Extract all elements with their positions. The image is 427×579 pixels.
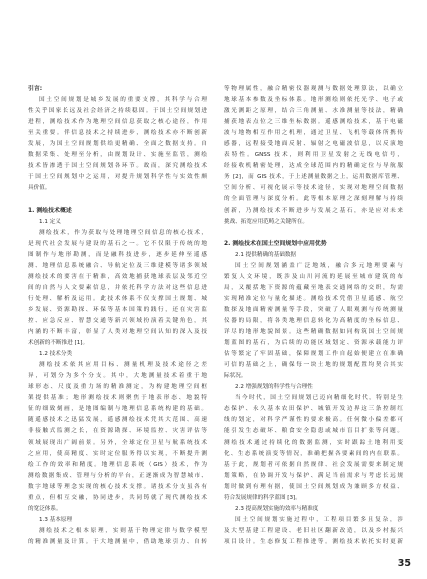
text-line: 内涵的不断丰富，彰显了人类对地理空间认知的深入及技 [28, 329, 207, 336]
text-line: 可信的基础之上，确保每一块土地的规划配置均契合其实 [224, 362, 403, 369]
text-line: 随遥感技术之迅猛发展，遥感测绘技术凭其大范围、高速 [28, 417, 207, 424]
text-line: 性关乎国家长远及社会经济之持续稳固。于国土空间规划进 [28, 108, 207, 115]
text-line: 具价值。 [28, 185, 51, 192]
text-line: 表特性。GNSS 技术，则利用卫星发射之无线电信号， [224, 152, 403, 159]
text-line: 测绘技术的要害在于精准，高效地捕获地球表层及邻近空 [28, 273, 207, 280]
text-line: 划时做到有理有据，使国土空间规划成为兼顾多方权益、 [224, 483, 403, 490]
text-line: 际状况。 [224, 373, 247, 380]
text-line: 空间分析、可视化展示等技术途径，实现对地理空间数据 [224, 185, 403, 192]
right-column [224, 84, 403, 548]
text-line: 之应用，使高精度、实时定位服务得以实现，不断提升测 [28, 450, 207, 457]
text-line: 的宽泛体系。 [28, 505, 62, 512]
text-line: 行处理、解析及运用。此技术体系不仅支撑国土规划、城 [28, 295, 207, 302]
text-line: 重点，但相互交融，协同进步，共同铸就了现代测绘技术 [28, 494, 207, 501]
text-line: 数据采集、处理至分析，由规划设计、实施至监管，测绘 [28, 152, 207, 159]
text-line: 基于此，规划者可依据自然规律、社会发展需要来制定规 [224, 461, 403, 468]
text-line: 测绘技术通过持续化的数据监测，实时跟踪土地利用变 [224, 439, 403, 446]
paragraph-first-line: 测绘技术之根本原理，实则基于物理定律与数学模型 [39, 527, 207, 534]
text-line: 划策略，在协调开发与保护、满足当前需求与考虑长远规 [224, 472, 403, 479]
text-line: 繁复人文环境，既涉及山川河流的延展至城市建筑的布 [224, 273, 403, 280]
text-line: 的全面管理与深度分析。此等根本原理之深刻理解与持续 [224, 196, 403, 203]
text-line: 务 [2]，而 GIS 技术，于上述测量数据之上，运用数据库管理、 [224, 174, 403, 181]
text-line: 控、应急反应、智慧交通等新兴领域扮演着关键角色，其 [28, 317, 207, 324]
text-line: 及大型基建工程建设、老旧社区翻新改造，以及乡村振兴 [224, 527, 403, 534]
paragraph-first-line: 当今时代，国土空间规划已迈向精细化时代，特别是生 [235, 395, 403, 402]
text-line: 技术皆渗透于国土空间规划各环节。故而，深究测绘技术 [28, 163, 207, 170]
subsection-heading: 2.1 提供精确的基础数据 [235, 251, 297, 258]
subsection-heading: 1.3 基本原理 [39, 516, 73, 523]
text-line: 波与地物相互作用之机理，通过卫星、飞机等载体所携传 [224, 130, 403, 137]
text-line: 绘工作的效率和精度。地理信息系统（GIS）技术，作为 [28, 461, 207, 468]
paragraph-gap [28, 194, 207, 205]
text-line: 详尽的地形地貌图景。这些精确数据如同构筑国土空间规 [224, 329, 403, 336]
paragraph-first-line: 国土空间规划实施过程中，工程项目繁多且复杂，涉 [235, 516, 403, 523]
section-heading: 1. 测绘技术概述 [28, 207, 72, 214]
subsection-heading: 2.2 增强规划的科学性与合理性 [235, 384, 313, 391]
text-line: 球形态、尺度及重力场的精准测定，为构建地理空间框 [28, 384, 207, 391]
paragraph-first-line: 国土空间规划涵盖广泛地域，融合多元地理要素与 [235, 262, 403, 269]
paragraph-first-line: 测绘技术依其应用目标、测量机理及技术途径之差 [39, 362, 207, 369]
text-line: 数探及地面精密测量等手段，突破了人眼观测与传统测量 [224, 306, 403, 313]
text-line: 测绘数据集成、管理与分析的平台，正逐渐成为智慧城市、 [28, 472, 207, 479]
text-line: 感器，远程接受地面反射、辐射之电磁波信息，以反演地 [224, 141, 403, 148]
text-line: 能引发生态破坏、粮食安全隐患或城市盲目扩张等问题。 [224, 428, 403, 435]
text-line: 估等繁定了牢固基础，保障规划工作自起始便建立在准确 [224, 351, 403, 358]
paragraph-gap [224, 228, 403, 239]
subsection-heading: 2.3 提高规划实施的效率与精准度 [235, 505, 319, 512]
text-line: 测、地理信息系统融合、导航定位及三维建模等诸多领域 [28, 262, 207, 269]
text-line: 地球基本参数及坐标体系。地形测绘则依托光学、电子或 [224, 97, 403, 104]
text-line: 数字地球等理念实现的核心技术支撑。诸技术分支虽各有 [28, 483, 207, 490]
subsection-heading: 1.1 定义 [39, 218, 61, 225]
text-line: 实现精准定位与量化描述。测绘技术凭借卫星遥感、航空 [224, 295, 403, 302]
text-line: 征的细致刻画，是地图编制与地理信息系统构建的基础。 [28, 406, 207, 413]
text-line: 间的自然与人文要素信息，并依托科学方法对这些信息进 [28, 284, 207, 291]
text-line: 仪器的局限，将各类地理信息转化为高精度的坐标信息、 [224, 317, 403, 324]
text-line: 线的划定，对科学严谨性的要求极高。任何微小偏差都可 [224, 417, 403, 424]
paragraph-first-line: 国土空间规划是城乡发展的重要支撑，其科学与合理 [39, 97, 207, 104]
text-line: 化、生态系统演变等情况，准确把握各要素间的内在联系。 [224, 450, 403, 457]
subsection-heading: 1.2 技术分类 [39, 351, 73, 358]
text-line: 进程，测绘技术作为地理空间信息获取之核心途径，作用 [28, 119, 207, 126]
text-line: 的精准测量及计算。于大地测量中，借助地球引力、自转 [28, 538, 207, 545]
text-line: 是现代社会发展与建设的基石之一。它不仅限于传统的地 [28, 240, 207, 247]
text-line: 等物理属性，融合精密仪器观测与数据处理算法，以确立 [224, 86, 403, 92]
text-line: 乡发展、资源勘探、环保等基本国策的践行，还在灾害监 [28, 306, 207, 313]
text-line: 术创新的不断推进 [1]。 [28, 340, 89, 347]
text-line: 挑战、拓宽应用范畴之关键所在。 [224, 218, 308, 225]
text-line: 划蓝图的基石，为后续的功能区域划定、资源承载能力评 [224, 340, 403, 347]
text-line: 于国土空间规划中之运用，对提升规划科学性与实效性颇 [28, 174, 207, 181]
text-line: 捕获地表点位之三维坐标数据。遥感测绘技术，基于电磁 [224, 119, 403, 126]
left-column [28, 84, 207, 548]
section-heading: 2. 测绘技术在国土空间规划中应用优势 [224, 240, 327, 247]
text-line: 异，可划分为多个分支。其中，大地测量技术着重于地 [28, 373, 207, 380]
text-line: 激光测距之原理，结合三角测量、水准测量等技法，精确 [224, 108, 403, 115]
paragraph-first-line: 测绘技术，作为获取与处理地理空间信息的核心技术， [39, 229, 207, 236]
text-line: 非接触式监测之长，在资源勘探、环境监控、灾害评估等 [28, 428, 207, 435]
text-line: 符合发展规律的科学蓝图 [3]。 [224, 494, 301, 501]
text-line: 至关重要。伴信息技术之持续进步，测绘技术亦不断创新 [28, 130, 207, 137]
text-line: 创新，乃测绘技术不断进步与发展之基石，亦是应对未来 [224, 207, 403, 214]
text-line: 经接收机精密处理，达成全球范围内的精确定位与导航服 [224, 163, 403, 170]
text-line: 领域展现出广阔前景。另外，全球定位卫星与航系统技术 [28, 439, 207, 446]
section-heading: 引言: [28, 86, 43, 92]
text-line: 局，又覆括地下资源的蕴藏至地表交通网络的交织，均需 [224, 284, 403, 291]
text-line: 态保护、永久基本农田保护、城镇开发边界这三条控制红 [224, 406, 403, 413]
text-line: 发展，为国土空间规划供给更精确、全面之数据支持。自 [28, 141, 207, 148]
text-line: 图制作与地形勘测，而是融科技进步，逐步延伸至遥感 [28, 251, 207, 258]
text-line: 架提供基准；地形测绘技术则聚焦于地表形态、地貌特 [28, 395, 207, 402]
text-line: 项目设计。生态修复工程推进等。测绘技术依托实时更新 [224, 538, 403, 545]
page-number: 35 [397, 558, 411, 569]
